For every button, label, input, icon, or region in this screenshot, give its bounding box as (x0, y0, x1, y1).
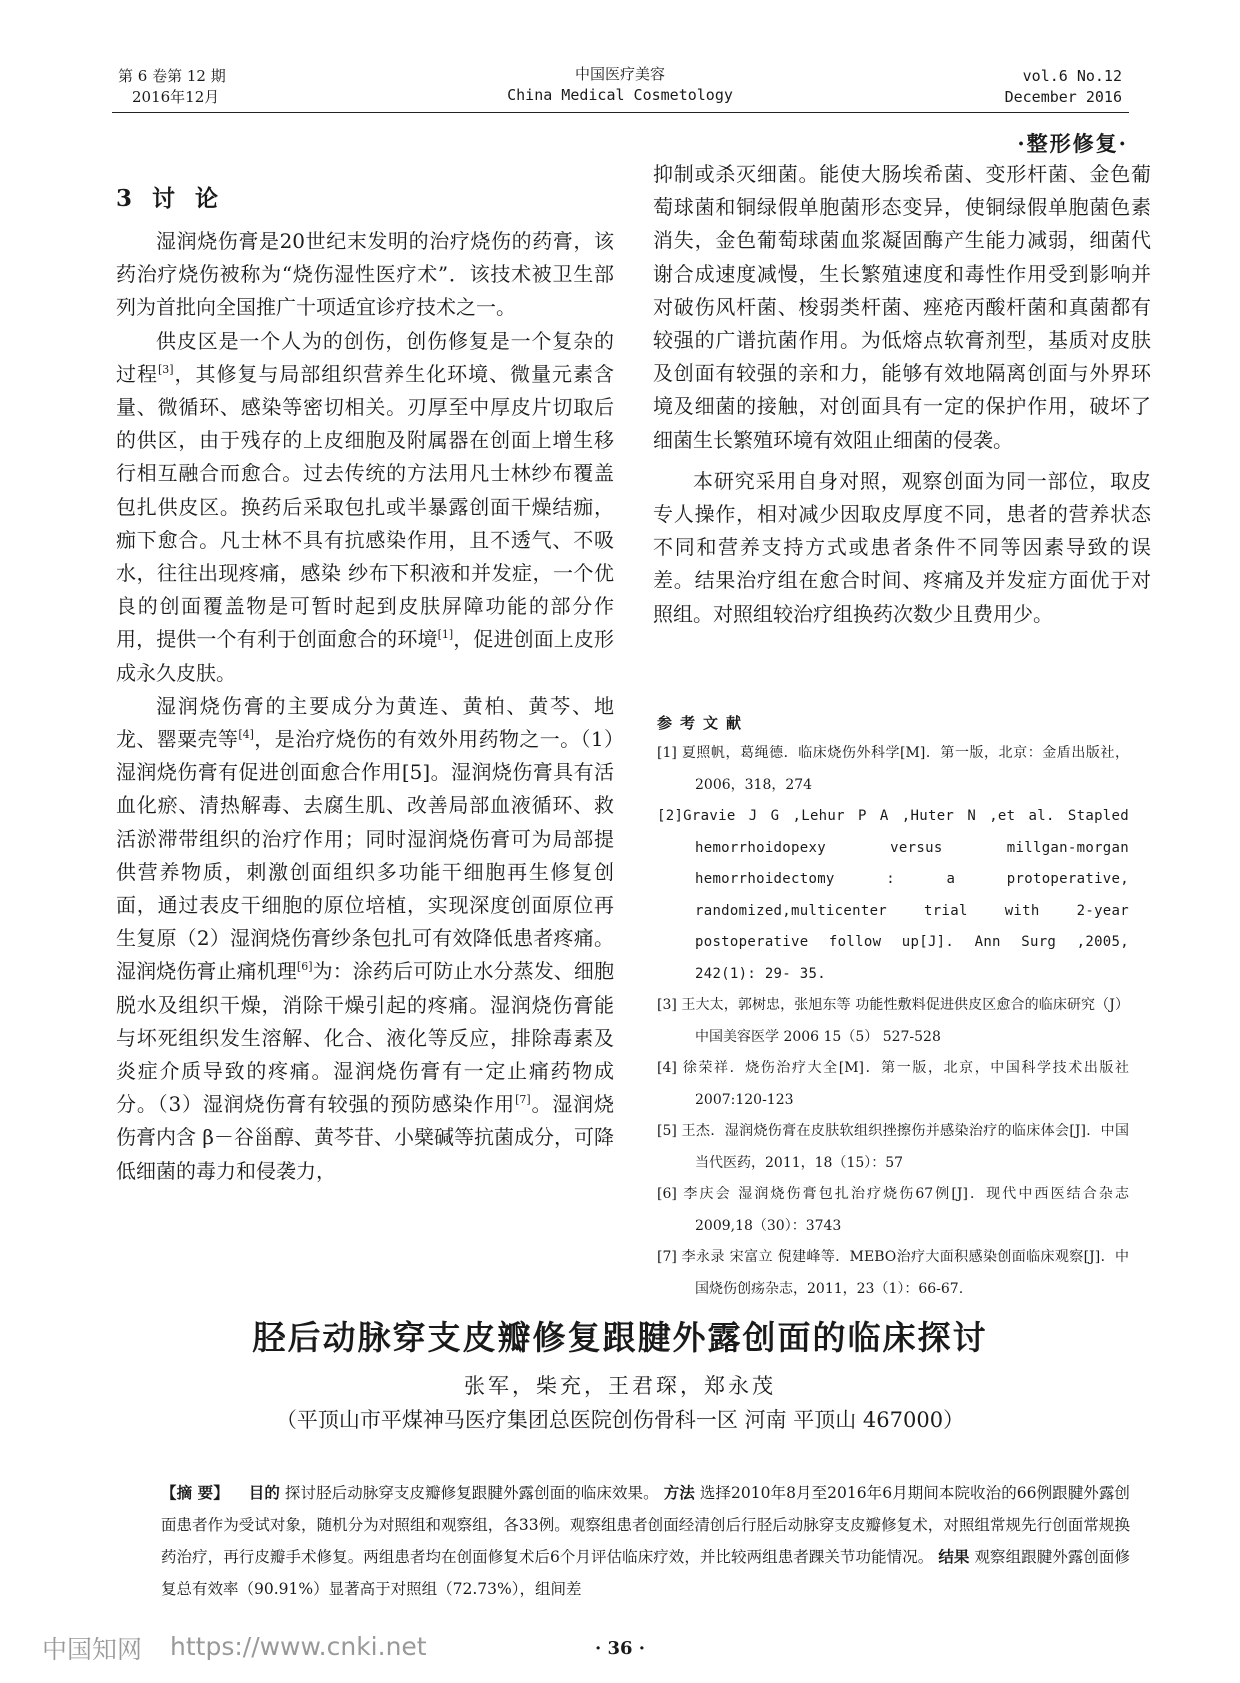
reference-item: [4] 徐荣祥．烧伤治疗大全[M]．第一版，北京，中国科学技术出版社 2007:120-123 (657, 1060, 1129, 1108)
abstract-result-label: 结果 (938, 1547, 970, 1566)
reference-item: [2]Gravie J G ,Lehur P A ,Huter N ,et al. Stapled hemorrhoidopexy versus millgan-morgan hemorrhoidectomy : a protoperative, randomized,multicenter trial with 2-year postoperative follow up[J]. Ann Surg ,2005, 242(1): 29- 35. (657, 808, 1129, 982)
abstract-objective: 探讨胫后动脉穿支皮瓣修复跟腱外露创面的临床效果。 (284, 1484, 659, 1502)
page-number: · 36 · (594, 1638, 646, 1659)
reference-item: [1] 夏照帆，葛绳德．临床烧伤外科学[M]．第一版，北京：金盾出版社，2006，318，274 (657, 745, 1129, 793)
paragraph: 湿润烧伤膏的主要成分为黄连、黄柏、黄芩、地龙、罂粟壳等[4]，是治疗烧伤的有效外用药物之一。（1）湿润烧伤膏有促进创面愈合作用[5]。湿润烧伤膏具有活血化瘀、清热解毒、去腐生肌、改善局部血液循环、救活淤滞带组织的治疗作用；同时湿润烧伤膏可为局部提供营养物质，刺激创面组织多功能干细胞再生修复创面，通过表皮干细胞的原位培植，实现深度创面原位再生复原（2）湿润烧伤膏纱条包扎可有效降低患者疼痛。湿润烧伤膏止痛机理[6]为：涂药后可防止水分蒸发、细胞脱水及组织干燥，消除干燥引起的疼痛。湿润烧伤膏能与坏死组织发生溶解、化合、液化等反应，排除毒素及炎症介质导致的疼痛。湿润烧伤膏有一定止痛药物成分。（3）湿润烧伤膏有较强的预防感染作用[7]。湿润烧伤膏内含 β－谷甾醇、黄芩苷、小檗碱等抗菌成分，可降低细菌的毒力和侵袭力， (116, 693, 615, 1183)
article-authors: 张军，柴充，王君琛，郑永茂 (464, 1374, 776, 1398)
abstract (161, 1477, 1130, 1605)
header-volume-issue: 第 6 卷第 12 期 (118, 67, 226, 85)
citation[interactable]: [4] (238, 728, 254, 742)
left-column (116, 225, 614, 1188)
abstract-method: 选择2010年8月至2016年6月期间本院收治的66例跟腱外露创面患者作为受试对象，随机分为对照组和观察组，各33例。观察组患者创面经清创后行胫后动脉穿支皮瓣修复术，对照组常规先行创面常规换药治疗，再行皮瓣手术修复。两组患者均在创面修复术后6个月评估临床疗效，并比较两组患者踝关节功能情况。 (161, 1484, 1130, 1566)
abstract-objective-label: 目的 (248, 1483, 280, 1502)
references-list (657, 738, 1129, 1305)
header-volume-cn (118, 66, 226, 108)
article-title: 胫后动脉穿支皮瓣修复跟腱外露创面的临床探讨 (252, 1318, 988, 1357)
abstract-method-label: 方法 (663, 1483, 695, 1502)
references-heading: 参考文献 (657, 714, 750, 732)
header-journal (460, 64, 780, 106)
reference-item: [3] 王大太，郭树忠，张旭东等 功能性敷料促进供皮区愈合的临床研究（J） 中国美容医学 2006 15（5） 527-528 (657, 997, 1129, 1045)
citation[interactable]: [1] (437, 628, 454, 642)
paragraph: 湿润烧伤膏是20世纪末发明的治疗烧伤的药膏，该药治疗烧伤被称为“烧伤湿性医疗术”．该技术被卫生部列为首批向全国推广十项适宜诊疗技术之一。 (116, 229, 614, 320)
citation[interactable]: [3] (157, 362, 174, 376)
reference-item: [5] 王杰．湿润烧伤膏在皮肤软组织挫擦伤并感染治疗的临床体会[J]．中国当代医药，2011，18（15）：57 (657, 1123, 1129, 1171)
section-heading: 3 讨 论 (116, 185, 225, 212)
article-affiliation: （平顶山市平煤神马医疗集团总医院创伤骨科一区 河南 平顶山 467000） (275, 1408, 965, 1432)
journal-name-cn: 中国医疗美容 (574, 65, 665, 83)
citation[interactable]: [6] (296, 960, 313, 974)
journal-name-en: China Medical Cosmetology (507, 86, 733, 104)
citation[interactable]: [7] (515, 1093, 531, 1107)
abstract-result: 观察组跟腱外露创面修复总有效率（90.91%）显著高于对照组（72.73%），组间差 (161, 1548, 1130, 1598)
cnki-url[interactable]: https://www.cnki.net (170, 1632, 427, 1661)
cnki-brand: 中国知网 (42, 1635, 143, 1664)
header-volume-en (1005, 66, 1122, 108)
section-tag: ·整形修复· (1017, 131, 1128, 156)
reference-item: [7] 李永录 宋富立 倪建峰等．MEBO治疗大面积感染创面临床观察[J]．中国烧伤创疡杂志，2011，23（1）：66-67. (657, 1249, 1129, 1297)
paragraph: 本研究采用自身对照，观察创面为同一部位，取皮专人操作，相对减少因取皮厚度不同，患者的营养状态不同和营养支持方式或患者条件不同等因素导致的误差。结果治疗组在愈合时间、疼痛及并发症方面优于对照组。对照组较治疗组换药次数少且费用少。 (653, 468, 1151, 626)
header-rule (112, 112, 1129, 113)
abstract-label: 【摘 要】 (161, 1483, 229, 1502)
reference-item: [6] 李庆会 湿润烧伤膏包扎治疗烧伤67例[J]．现代中西医结合杂志 2009,18（30）：3743 (657, 1186, 1129, 1234)
right-column (653, 158, 1151, 631)
header-date-en: December 2016 (1004, 88, 1122, 106)
paragraph: 抑制或杀灭细菌。能使大肠埃希菌、变形杆菌、金色葡萄球菌和铜绿假单胞菌形态变异，使铜绿假单胞菌色素消失，金色葡萄球菌血浆凝固酶产生能力减弱，细菌代谢合成速度减慢，生长繁殖速度和毒性作用受到影响并对破伤风杆菌、梭弱类杆菌、痤疮丙酸杆菌和真菌都有较强的广谱抗菌作用。为低熔点软膏剂型，基质对皮肤及创面有较强的亲和力，能够有效地隔离创面与外界环境及细菌的接触，对创面具有一定的保护作用，破坏了细菌生长繁殖环境有效阻止细菌的侵袭。 (653, 162, 1151, 452)
header-vol-no: vol.6 No.12 (1022, 67, 1122, 85)
paragraph: 供皮区是一个人为的创伤，创伤修复是一个复杂的过程[3]，其修复与局部组织营养生化环境、微量元素含量、微循环、感染等密切相关。刃厚至中厚皮片切取后的供区，由于残存的上皮细胞及附属器在创面上增生移行相互融合而愈合。过去传统的方法用凡士林纱布覆盖包扎供皮区。换药后采取包扎或半暴露创面干燥结痂，痂下愈合。凡士林不具有抗感染作用，且不透气、不吸水，往往出现疼痛，感染 纱布下积液和并发症，一个优良的创面覆盖物是可暂时起到皮肤屏障功能的部分作用，提供一个有利于创面愈合的环境[1]，促进创面上皮形成永久皮肤。 (116, 328, 615, 685)
header-date-cn: 2016年12月 (132, 88, 220, 106)
